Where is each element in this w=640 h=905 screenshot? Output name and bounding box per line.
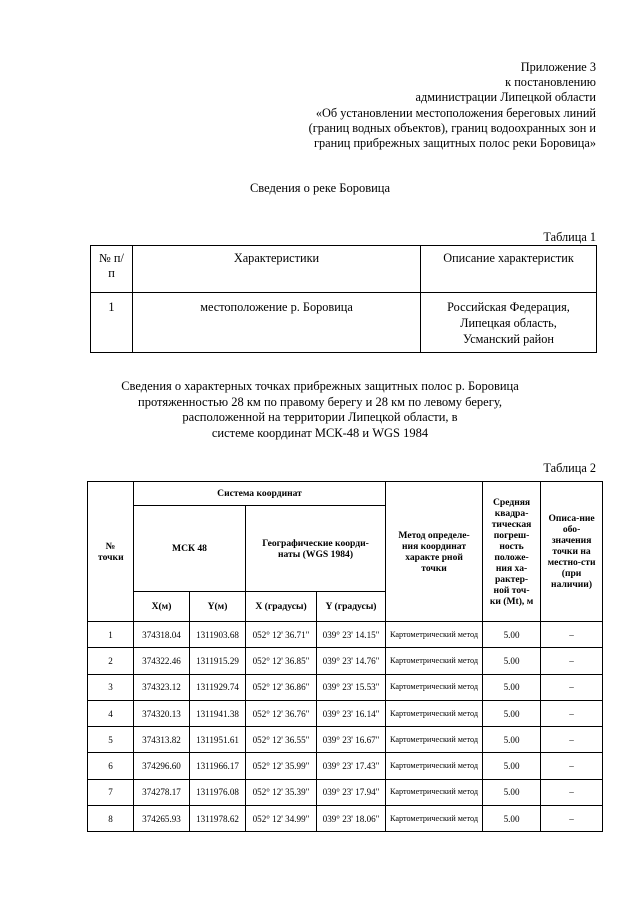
cell-y: 1311929.74 — [190, 674, 246, 700]
appendix-line: к постановлению — [505, 75, 596, 90]
appendix-line: Приложение 3 — [520, 60, 596, 74]
cell-point-num: 8 — [88, 806, 134, 832]
cell-x-deg: 052° 12' 34.99" — [246, 806, 317, 832]
river-info-table — [90, 245, 597, 353]
cell-method: Картометрический метод — [386, 674, 483, 700]
table1-header-characteristic: Характеристики — [133, 246, 421, 293]
cell-x-deg: 052° 12' 35.39" — [246, 779, 317, 805]
header-x-deg: X (градусы) — [246, 592, 317, 622]
header-y-m: Y(м) — [190, 592, 246, 622]
header-method: Метод определе-ния координат характе рной точки — [386, 482, 483, 622]
cell-method: Картометрический метод — [386, 727, 483, 753]
cell-accuracy: 5.00 — [483, 700, 541, 726]
header-geographic: Географические коорди-наты (WGS 1984) — [246, 506, 386, 592]
table1-header-description: Описание характеристик — [421, 246, 597, 293]
table2-label: Таблица 2 — [543, 461, 596, 475]
appendix-line: «Об установлении местоположения береговых линий — [315, 105, 596, 120]
cell-point-num: 1 — [88, 622, 134, 648]
cell-point-num: 7 — [88, 779, 134, 805]
cell-y-deg: 039° 23' 16.67" — [317, 727, 386, 753]
cell-x: 374265.93 — [134, 806, 190, 832]
section1-title: Сведения о реке Боровица — [249, 181, 391, 195]
cell-accuracy: 5.00 — [483, 727, 541, 753]
cell-y-deg: 039° 23' 15.53" — [317, 674, 386, 700]
table-row — [88, 779, 603, 805]
cell-description: – — [541, 674, 603, 700]
cell-method: Картометрический метод — [386, 806, 483, 832]
cell-y: 1311976.08 — [190, 779, 246, 805]
header-accuracy: Средняя квадра-тическая погреш-ность положе-ния ха-рактер-ной точ-ки (Mt), м — [483, 482, 541, 622]
table1-header-num: № п/п — [91, 246, 133, 293]
cell-point-num: 5 — [88, 727, 134, 753]
header-x-m: X(м) — [134, 592, 190, 622]
table1-cell-description — [421, 293, 597, 353]
section2-title-line: протяженностью 28 км по правому берегу и 28 км по левому берегу, — [138, 394, 502, 409]
cell-y-deg: 039° 23' 14.15" — [317, 622, 386, 648]
appendix-line: границ прибрежных защитных полос реки Боровица» — [313, 136, 596, 151]
appendix-header — [236, 60, 596, 151]
description-line: Липецкая область, — [460, 316, 557, 330]
cell-y: 1311951.61 — [190, 727, 246, 753]
cell-method: Картометрический метод — [386, 700, 483, 726]
cell-y-deg: 039° 23' 14.76" — [317, 648, 386, 674]
section2-title-line: системе координат МСК-48 и WGS 1984 — [211, 425, 429, 440]
cell-y: 1311978.62 — [190, 806, 246, 832]
cell-x-deg: 052° 12' 36.71" — [246, 622, 317, 648]
cell-description: – — [541, 806, 603, 832]
cell-point-num: 4 — [88, 700, 134, 726]
cell-y-deg: 039° 23' 18.06" — [317, 806, 386, 832]
cell-y: 1311941.38 — [190, 700, 246, 726]
cell-description: – — [541, 753, 603, 779]
cell-description: – — [541, 700, 603, 726]
cell-description: – — [541, 622, 603, 648]
section2-title-line: расположенной на территории Липецкой области, в — [182, 410, 458, 424]
table2-header-row — [88, 482, 603, 506]
cell-description: – — [541, 779, 603, 805]
cell-y-deg: 039° 23' 17.43" — [317, 753, 386, 779]
appendix-line: администрации Липецкой области — [415, 90, 596, 105]
cell-accuracy: 5.00 — [483, 779, 541, 805]
cell-accuracy: 5.00 — [483, 648, 541, 674]
cell-accuracy: 5.00 — [483, 806, 541, 832]
table-row — [88, 806, 603, 832]
cell-x-deg: 052° 12' 36.76" — [246, 700, 317, 726]
header-description: Описа-ние обо-значения точки на местно-сти (при наличии) — [541, 482, 603, 622]
cell-point-num: 6 — [88, 753, 134, 779]
appendix-line: (границ водных объектов), границ водоохранных зон и — [308, 120, 596, 135]
cell-y-deg: 039° 23' 16.14" — [317, 700, 386, 726]
cell-method: Картометрический метод — [386, 753, 483, 779]
header-y-deg: Y (градусы) — [317, 592, 386, 622]
table1-cell-num: 1 — [91, 293, 133, 353]
cell-accuracy: 5.00 — [483, 674, 541, 700]
cell-x: 374313.82 — [134, 727, 190, 753]
table1-row — [91, 293, 597, 353]
table1-header-row — [91, 246, 597, 293]
cell-x-deg: 052° 12' 36.55" — [246, 727, 317, 753]
cell-x: 374318.04 — [134, 622, 190, 648]
cell-x-deg: 052° 12' 36.86" — [246, 674, 317, 700]
section2-title-line: Сведения о характерных точках прибрежных защитных полос р. Боровица — [121, 379, 519, 393]
header-msk48: МСК 48 — [134, 506, 246, 592]
cell-x-deg: 052° 12' 36.85" — [246, 648, 317, 674]
description-line: Усманский район — [462, 332, 554, 346]
cell-y: 1311903.68 — [190, 622, 246, 648]
header-point-num: № точки — [88, 482, 134, 622]
cell-x: 374323.12 — [134, 674, 190, 700]
header-coordinate-system: Система координат — [134, 482, 386, 506]
cell-method: Картометрический метод — [386, 622, 483, 648]
cell-y-deg: 039° 23' 17.94" — [317, 779, 386, 805]
cell-point-num: 2 — [88, 648, 134, 674]
table1-cell-characteristic: местоположение р. Боровица — [133, 293, 421, 353]
table1-label: Таблица 1 — [543, 230, 596, 244]
table-row — [88, 727, 603, 753]
cell-description: – — [541, 648, 603, 674]
cell-x: 374322.46 — [134, 648, 190, 674]
cell-x: 374296.60 — [134, 753, 190, 779]
table-row — [88, 648, 603, 674]
cell-method: Картометрический метод — [386, 779, 483, 805]
cell-y: 1311966.17 — [190, 753, 246, 779]
cell-x: 374278.17 — [134, 779, 190, 805]
table-row — [88, 753, 603, 779]
cell-x: 374320.13 — [134, 700, 190, 726]
points-table — [87, 481, 603, 832]
table-row — [88, 674, 603, 700]
cell-method: Картометрический метод — [386, 648, 483, 674]
section2-title — [0, 379, 640, 441]
description-line: Российская Федерация, — [447, 300, 570, 314]
cell-description: – — [541, 727, 603, 753]
cell-accuracy: 5.00 — [483, 753, 541, 779]
cell-accuracy: 5.00 — [483, 622, 541, 648]
table-row — [88, 622, 603, 648]
table-row — [88, 700, 603, 726]
cell-point-num: 3 — [88, 674, 134, 700]
cell-y: 1311915.29 — [190, 648, 246, 674]
cell-x-deg: 052° 12' 35.99" — [246, 753, 317, 779]
